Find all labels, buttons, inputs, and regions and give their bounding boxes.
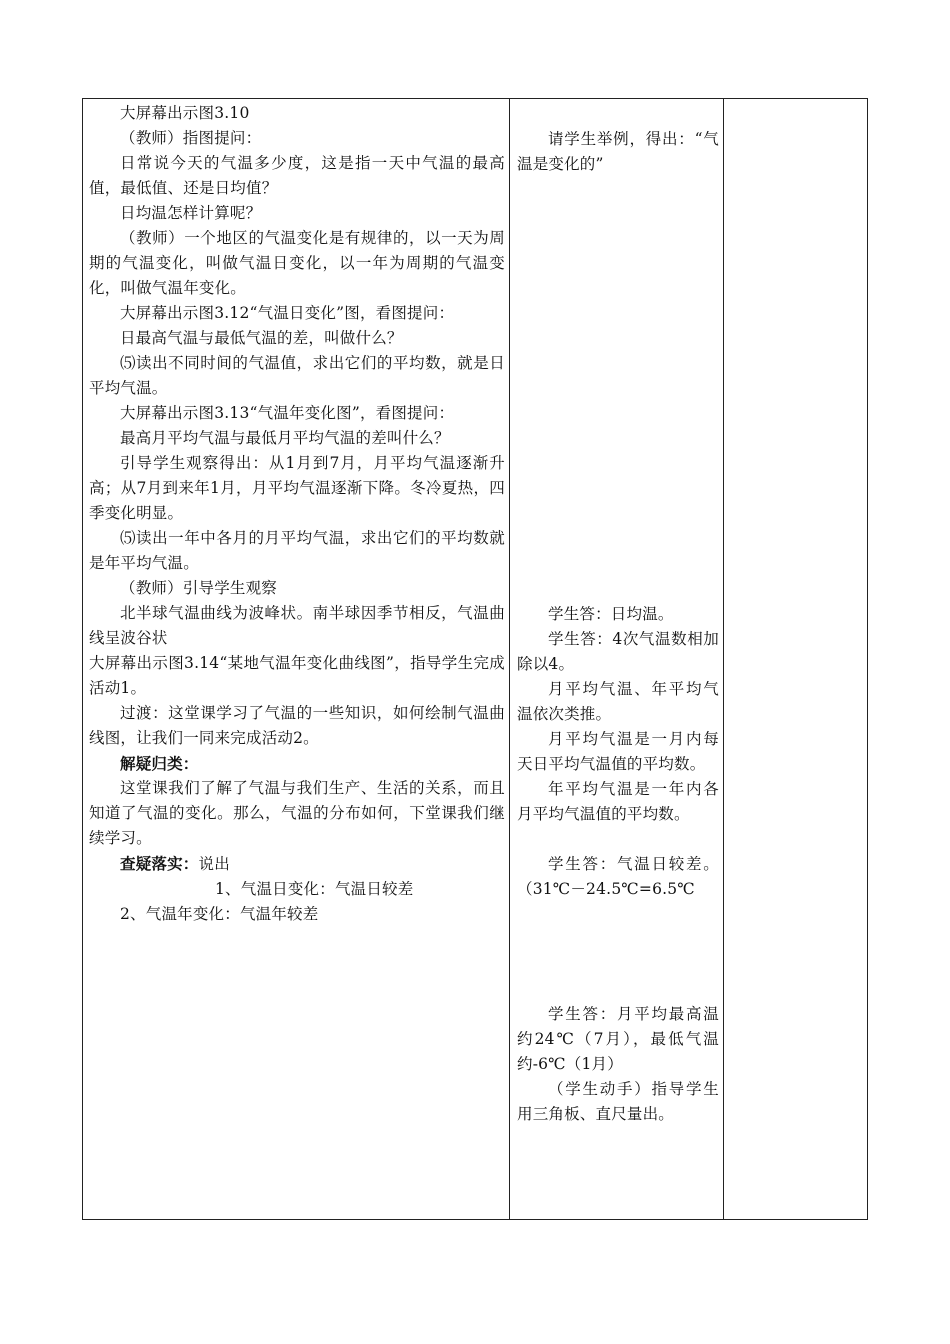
text-line: 日均温怎样计算呢？: [120, 204, 262, 222]
text-line: 学生答：气温日较差。（31℃－24.5℃=6.5℃: [517, 855, 719, 898]
text-line: 这堂课我们了解了气温与我们生产、生活的关系，而且知道了气温的变化。那么，气温的分布如何，下堂课我们继续学习。: [89, 779, 505, 847]
text-line: 日常说今天的气温多少度，这是指一天中气温的最高值，最低值、还是日均值？: [89, 154, 505, 197]
text-line: 学生答：4次气温数相加除以4。: [517, 630, 719, 673]
text-line: 最高月平均气温与最低月平均气温的差叫什么？: [120, 429, 450, 447]
spacer: [517, 902, 719, 1002]
text-line: 大屏幕出示图3.10: [120, 104, 250, 122]
spacer: [517, 177, 719, 602]
text-line: （教师）指图提问：: [120, 129, 262, 147]
text-line: 大屏幕出示图3.14“某地气温年变化曲线图”，指导学生完成活动1。: [89, 654, 505, 697]
text-line: 学生答：月平均最高温约24℃（7月），最低气温约-6℃（1月）: [517, 1005, 719, 1073]
text-line: 北半球气温曲线为波峰状。南半球因季节相反，气温曲线呈波谷状: [89, 604, 505, 647]
text-line: 大屏幕出示图3.12“气温日变化”图，看图提问：: [120, 304, 455, 322]
text-line: 说出: [198, 855, 230, 873]
text-line: 月平均气温是一月内每天日平均气温值的平均数。: [517, 730, 719, 773]
text-line: 月平均气温、年平均气温依次类推。: [517, 680, 719, 723]
notes-column: [727, 99, 865, 1219]
section-heading: 解疑归类：: [120, 754, 199, 773]
teacher-activity-column: [89, 99, 505, 1219]
lesson-table: [82, 98, 868, 1220]
text-line: ⑸读出一年中各月的月平均气温，求出它们的平均数就是年平均气温。: [89, 529, 505, 572]
spacer: [517, 827, 719, 852]
column-divider: [509, 99, 510, 1219]
text-line: ⑸读出不同时间的气温值，求出它们的平均数，就是日平均气温。: [89, 354, 505, 397]
text-line: 日最高气温与最低气温的差，叫做什么？: [120, 329, 403, 347]
text-line: 2、气温年变化：气温年较差: [120, 905, 319, 923]
text-line: 引导学生观察得出：从1月到7月，月平均气温逐渐升高；从7月到来年1月，月平均气温逐渐下降。冬冷夏热，四季变化明显。: [89, 454, 505, 522]
text-line: 年平均气温是一年内各月平均气温值的平均数。: [517, 780, 719, 823]
student-activity-column: [517, 99, 719, 1219]
text-line: 过渡：这堂课学习了气温的一些知识，如何绘制气温曲线图，让我们一同来完成活动2。: [89, 704, 505, 747]
text-line: 大屏幕出示图3.13“气温年变化图”，看图提问：: [120, 404, 455, 422]
text-line: （教师）一个地区的气温变化是有规律的，以一天为周期的气温变化，叫做气温日变化，以一年为周期的气温变化，叫做气温年变化。: [89, 229, 505, 297]
text-line: 请学生举例，得出：“气温是变化的”: [517, 130, 719, 173]
text-line: 学生答：日均温。: [548, 605, 674, 623]
column-divider: [723, 99, 724, 1219]
text-line: （学生动手）指导学生用三角板、直尺量出。: [517, 1080, 719, 1123]
text-line: 1、气温日变化：气温日较差: [215, 880, 414, 898]
section-heading: 查疑落实：: [120, 854, 199, 873]
text-line: [89, 851, 505, 877]
text-line: （教师）引导学生观察: [120, 579, 278, 597]
